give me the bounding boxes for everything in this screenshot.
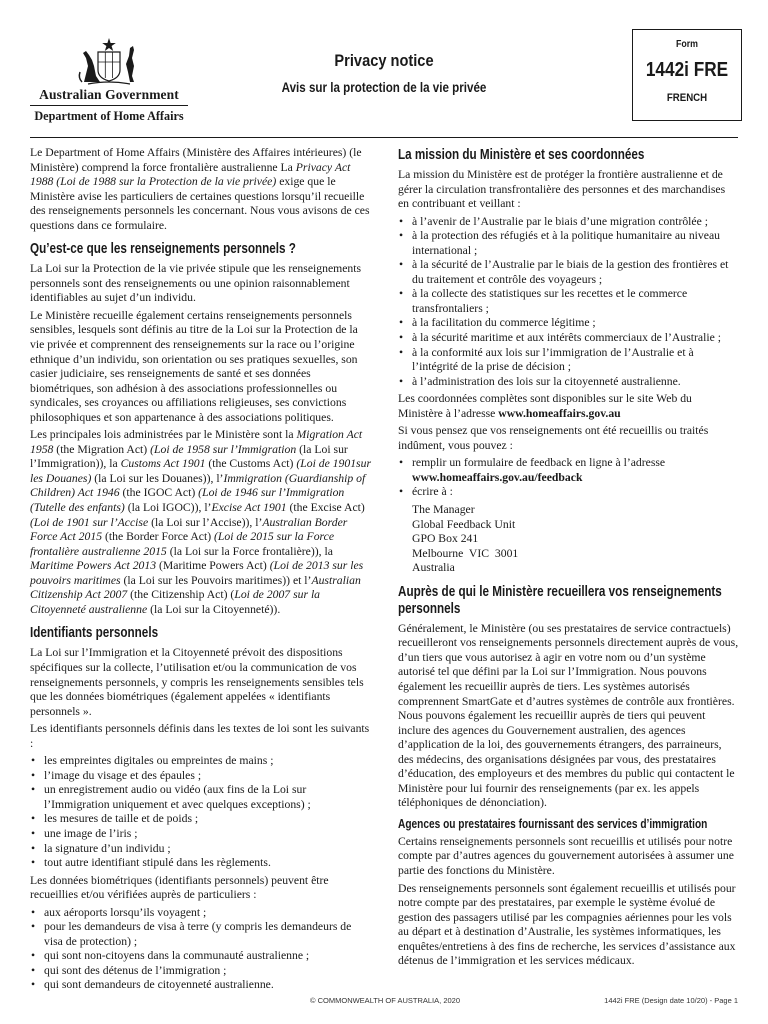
form-number: 1442i FRE <box>645 58 729 81</box>
page-title: Privacy notice <box>334 51 434 70</box>
biometrics-paragraph: Les données biométriques (identifiants personnels) peuvent être recueillies et/ou vérifiées auprès de particuliers : <box>30 873 329 902</box>
address-line: Global Feedback Unit <box>412 517 516 531</box>
identifiers-list-intro: Les identifiants personnels définis dans les textes de loi sont les suivants : <box>30 722 370 750</box>
list-item: • à la protection des réfugiés et à la politique humanitaire au niveau international ; <box>398 229 739 258</box>
government-divider <box>30 105 188 106</box>
form-label: Form <box>676 39 698 50</box>
coat-of-arms-icon <box>74 36 144 86</box>
list-item: • à la sécurité de l’Australie par le biais de la gestion des frontières et du traitement et contrôle des voyageurs ; <box>398 258 739 287</box>
government-name: Australian Government <box>39 87 179 102</box>
page-info-footer: 1442i FRE (Design date 10/20) - Page 1 <box>604 996 738 1005</box>
department-name: Department of Home Affairs <box>34 109 184 123</box>
list-item: • remplir un formulaire de feedback en ligne à l’adresse www.homeaffairs.gov.au/feedback <box>398 456 739 485</box>
address-line: The Manager <box>412 503 475 517</box>
complaint-paragraph: Si vous pensez que vos renseignements ont été recueillis ou traités indûment, vous pouvez : <box>398 424 709 452</box>
personal-info-paragraph: La Loi sur la Protection de la vie privée stipule que les renseignements personnels sont des renseignements ou une opinion raisonnablement identifiables au sujet d’un individu. <box>30 262 362 305</box>
collection-sources-paragraph: Généralement, le Ministère (ou ses prestataires de service contractuels) recueilleront vos renseignements personnels directement auprès de vous, d’un tiers que vous autorisez à agir en votre nom ou d’un système autorisé tel que défini par la Loi sur l’Immigration. Nous pouvons également les recueillir auprès de tiers. Les systèmes autorisés comprennent SmartGate et d’autres systèmes de contrôle aux frontières. Nous pouvons également les recueillir auprès de tiers qui peuvent inclure des agences du Gouvernement australien, des agences d’application de la loi, des gouvernements étrangers, des parraineurs, des médecins, des organisations désignées par vous, des prestataires d’éducation, des employeurs et des membres du public qui contactent le Ministère pour lui fournir des renseignements (par ex. les appels téléphoniques de dénonciation). <box>398 621 739 810</box>
address-line: Melbourne VIC 3001 <box>412 546 519 560</box>
page-subtitle: Avis sur la protection de la vie privée <box>281 80 487 95</box>
left-column <box>30 146 371 996</box>
mission-list <box>398 215 739 390</box>
section-heading-mission: La mission du Ministère et ses coordonnées <box>398 146 645 163</box>
list-item: • à la sécurité maritime et aux intérêts commerciaux de l’Australie ; <box>398 331 739 346</box>
list-item: • à la collecte des statistiques sur les recettes et le commerce transfrontaliers ; <box>398 287 739 316</box>
feedback-link[interactable]: www.homeaffairs.gov.au/feedback <box>412 470 583 484</box>
section-heading-collection-sources: Auprès de qui le Ministère recueillera vos renseignements personnels <box>398 582 722 617</box>
form-id-box <box>632 29 742 121</box>
mission-paragraph: La mission du Ministère est de protéger la frontière australienne et de gérer la circulation transfrontalière des personnes et des marchandises en contribuant et veillant : <box>398 168 726 211</box>
address-line: GPO Box 241 <box>412 532 479 546</box>
header-divider <box>30 137 738 138</box>
list-item: • à l’avenir de l’Australie par le biais d’une migration contrôlée ; <box>398 215 739 230</box>
page-header <box>0 0 768 145</box>
intro-paragraph: Le Department of Home Affairs (Ministère des Affaires intérieures) (le Ministère) comprend la force frontalière australienne La Privacy Act 1988 (Loi de 1988 sur la Protection de la vie privée) exige que le Ministère avise les particuliers de certaines questions lorsqu’il recueille des renseignements personnels les concernant. Nous vous avisons de ces questions dans ce formulaire. <box>30 146 370 232</box>
agencies-paragraph: Certains renseignements personnels sont recueillis et utilisés pour notre compte par d’autres agences du gouvernement autorisées à assumer une partie des fonctions du Ministère. <box>398 834 734 877</box>
identifiers-paragraph: La Loi sur l’Immigration et la Citoyenneté prévoit des dispositions spécifiques sur la collecte, l’utilisation et/ou la communication de vos renseignements personnels, y compris les renseignements sensibles tels que les données biométriques (également appelées « identifiants personnels ». <box>30 646 364 718</box>
section-heading-personal-info: Qu’est-ce que les renseignements personnels ? <box>30 240 296 258</box>
list-item: • la signature d’un individu ; <box>30 842 371 857</box>
biometrics-list <box>30 906 371 993</box>
list-item: • tout autre identifiant stipulé dans les règlements. <box>30 856 371 871</box>
list-item: • une image de l’iris ; <box>30 827 371 842</box>
subheading-agencies: Agences ou prestataires fournissant des services d’immigration <box>398 815 708 831</box>
homeaffairs-link[interactable]: www.homeaffairs.gov.au <box>498 406 621 420</box>
list-item: • un enregistrement audio ou vidéo (aux fins de la Loi sur l’Immigration uniquement et avec quelques exceptions) ; <box>30 783 371 812</box>
list-item: • écrire à : <box>398 485 739 500</box>
right-column <box>398 146 739 972</box>
list-item: • les mesures de taille et de poids ; <box>30 812 371 827</box>
section-heading-identifiers: Identifiants personnels <box>30 624 159 642</box>
copyright-footer: © COMMONWEALTH OF AUSTRALIA, 2020 <box>310 996 460 1005</box>
list-item: • aux aéroports lorsqu’ils voyagent ; <box>30 906 371 921</box>
complaint-options-list <box>398 456 739 500</box>
list-item: • qui sont non-citoyens dans la communauté australienne ; <box>30 949 371 964</box>
list-item: • pour les demandeurs de visa à terre (y compris les demandeurs de visa de protection) ; <box>30 920 371 949</box>
postal-address <box>398 503 739 576</box>
list-item: • à la conformité aux lois sur l’immigration de l’Australie et à l’intégrité de la prise de décision ; <box>398 346 739 375</box>
providers-paragraph: Des renseignements personnels sont également recueillis et utilisés pour notre compte par des prestataires, par exemple le système évolué de gestion des passagers utilisé par les compagnies aériennes pour les vols au départ et à destination d’Australie, les systèmes informatiques, les enquêtes/entretiens à des fins de recherche, les services d’assistance aux détenus de l’immigration et les services médicaux. <box>398 881 736 968</box>
identifiers-list <box>30 754 371 870</box>
sensitive-info-paragraph: Le Ministère recueille également certains renseignements personnels sensibles, lesquels sont définis au titre de la Loi sur la Protection de la vie privée et comprennent des renseignements sur la race ou l’origine ethnique d’un individu, son orientation ou ses pratiques sexuelles, son casier judiciaire, ses renseignements de santé et ses données biométriques, son adhésion à des associations professionnelles ou syndicales, ses croyances ou affiliations religieuses, ses convictions philosophiques et son appartenance à des associations politiques. <box>30 308 358 424</box>
address-line: Australia <box>412 561 455 575</box>
contact-paragraph: Les coordonnées complètes sont disponibles sur le site Web du Ministère à l’adresse www.homeaffairs.gov.au <box>398 392 692 420</box>
list-item: • les empreintes digitales ou empreintes de mains ; <box>30 754 371 769</box>
list-item: • à l’administration des lois sur la citoyenneté australienne. <box>398 375 739 390</box>
list-item: • qui sont des détenus de l’immigration ; <box>30 964 371 979</box>
form-language: FRENCH <box>666 92 708 104</box>
list-item: • l’image du visage et des épaules ; <box>30 769 371 784</box>
laws-paragraph: Les principales lois administrées par le Ministère sont la Migration Act 1958 (the Migration Act) (Loi de 1958 sur l’Immigration (la Loi sur l’Immigration)), la Customs Act 1901 (the Customs Act) (Loi de 1901sur les Douanes) (la Loi sur les Douanes)), l’Immigration (Guardianship of Children) Act 1946 (the IGOC Act) (Loi de 1946 sur l’Immigration (Tutelle des enfants) (la Loi IGOC)), l’Excise Act 1901 (the Excise Act) (Loi de 1901 sur l’Accise (la Loi sur l’Accise)), l’Australian Border Force Act 2015 (the Border Force Act) (Loi de 2015 sur la Force frontalière australienne 2015 (la Loi sur la Force frontalière)), la Maritime Powers Act 2013 (Maritime Powers Act) (Loi de 2013 sur les pouvoirs maritimes (la Loi sur les Pouvoirs maritimes)) et l’Australian Citizenship Act 2007 (the Citizenship Act) (Loi de 2007 sur la Citoyenneté australienne (la Loi sur la Citoyenneté)). <box>30 428 372 616</box>
list-item: • qui sont demandeurs de citoyenneté australienne. <box>30 978 371 993</box>
list-item: • à la facilitation du commerce légitime ; <box>398 316 739 331</box>
